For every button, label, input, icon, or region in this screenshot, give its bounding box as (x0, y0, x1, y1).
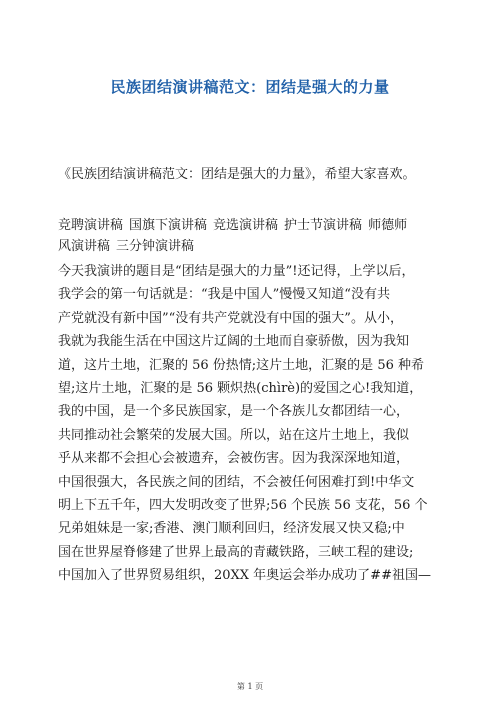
body-line: 今天我演讲的题目是“团结是强大的力量”!还记得，上学以后， (58, 264, 415, 279)
link-teacher-ethics-speech-part2[interactable]: 风演讲稿 (58, 239, 111, 254)
related-links-line (58, 216, 458, 237)
body-line: 产党就没有新中国”“没有共产党就没有中国的强大”。从小， (58, 310, 403, 326)
link-competition-speech[interactable]: 竞聘演讲稿 (58, 218, 124, 233)
body-line: 望;这片土地，汇聚的是 56 颗炽热(chìrè)的爱国之心!我知道， (58, 380, 423, 396)
page-number: 第 1 页 (236, 682, 264, 691)
intro-paragraph: 《民族团结演讲稿范文：团结是强大的力量》，希望大家喜欢。 (58, 167, 416, 182)
related-links (58, 216, 458, 258)
body-line: 国在世界屋脊修建了世界上最高的青藏铁路，三峡工程的建设; (58, 544, 414, 560)
related-links-line (58, 237, 458, 258)
body-line: 我的中国，是一个多民族国家，是一个各族儿女都团结一心， (58, 404, 410, 420)
body-line: 中国加入了世界贸易组织，20XX 年奥运会举办成功了##祖国— (58, 568, 431, 584)
body-line: 我学会的第一句话就是：“我是中国人”慢慢又知道“没有共 (58, 287, 390, 303)
body-line: 道，这片土地，汇聚的 56 份热情;这片土地，汇聚的是 56 种希 (58, 357, 424, 373)
link-flag-speech[interactable]: 国旗下演讲稿 (129, 218, 208, 233)
link-teacher-ethics-speech-part1[interactable]: 师德师 (368, 218, 408, 233)
body-line: 兄弟姐妹是一家;香港、澳门顺利回归，经济发展又快又稳;中 (58, 521, 405, 537)
link-three-minute-speech[interactable]: 三分钟演讲稿 (116, 239, 195, 254)
body-line: 共同推动社会繁荣的发展大国。所以，站在这片土地上，我似 (58, 427, 410, 443)
speech-body (58, 260, 468, 587)
body-line: 我就为我能生活在中国这片辽阔的土地而自豪骄傲，因为我知 (58, 334, 410, 350)
body-line: 中国很强大，各民族之间的团结，不会被任何困难打到!中华文 (58, 474, 415, 490)
body-line: 乎从来都不会担心会被遗弃，会被伤害。因为我深深地知道， (58, 451, 410, 467)
link-nurse-day-speech[interactable]: 护士节演讲稿 (284, 218, 363, 233)
link-election-speech[interactable]: 竞选演讲稿 (213, 218, 279, 233)
document-title: 民族团结演讲稿范文：团结是强大的力量 (110, 78, 390, 96)
body-line: 明上下五千年，四大发明改变了世界;56 个民族 56 支花，56 个 (58, 497, 428, 513)
